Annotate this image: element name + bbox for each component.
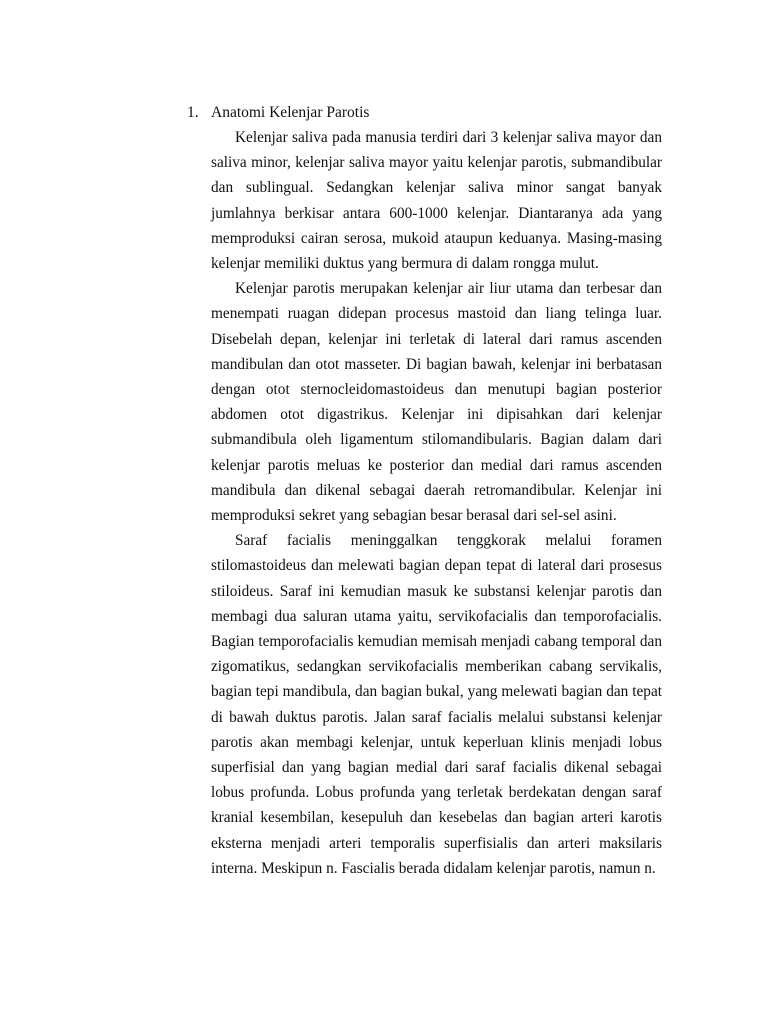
section-title: Anatomi Kelenjar Parotis: [211, 104, 370, 121]
paragraph-facial-nerve: Saraf facialis meninggalkan tenggkorak melalui foramen stilomastoideus dan melewati bagian depan tepat di lateral dari prosesus stiloideus. Saraf ini kemudian masuk ke substansi kelenjar parotis dan membagi dua saluran utama yaitu, servikofacialis dan temporofacialis. Bagian temporofacialis kemudian memisah menjadi cabang temporal dan zigomatikus, sedangkan servikofacialis memberikan cabang servikalis, bagian tepi mandibula, dan bagian bukal, yang melewati bagian dan tepat di bawah duktus parotis. Jalan saraf facialis melalui substansi kelenjar parotis akan membagi kelenjar, untuk keperluan klinis menjadi lobus superfisial dan yang bagian medial dari saraf facialis dikenal sebagai lobus profunda. Lobus profunda yang terletak berdekatan dengan saraf kranial kesembilan, kesepuluh dan kesebelas dan bagian arteri karotis eksterna menjadi arteri temporalis superfisialis dan arteri maksilaris interna. Meskipun n. Fascialis berada didalam kelenjar parotis, namun n.: [211, 532, 662, 877]
section-heading: [187, 102, 369, 124]
paragraph-salivary-glands: Kelenjar saliva pada manusia terdiri dari 3 kelenjar saliva mayor dan saliva minor, kelenjar saliva mayor yaitu kelenjar parotis, submandibular dan sublingual. Sedangkan kelenjar saliva minor sangat banyak jumlahnya berkisar antara 600-1000 kelenjar. Diantaranya ada yang memproduksi cairan serosa, mukoid ataupun keduanya. Masing-masing kelenjar memiliki duktus yang bermura di dalam rongga mulut.: [211, 129, 662, 273]
body-text: [211, 125, 662, 881]
paragraph-parotid-gland: Kelenjar parotis merupakan kelenjar air liur utama dan terbesar dan menempati ruagan didepan procesus mastoid dan liang telinga luar. Disebelah depan, kelenjar ini terletak di lateral dari ramus ascenden mandibulan dan otot masseter. Di bagian bawah, kelenjar ini berbatasan dengan otot sternocleidomastoideus dan menutupi bagian posterior abdomen otot digastrikus. Kelenjar ini dipisahkan dari kelenjar submandibula oleh ligamentum stilomandibularis. Bagian dalam dari kelenjar parotis meluas ke posterior dan medial dari ramus ascenden mandibula dan dikenal sebagai daerah retromandibular. Kelenjar ini memproduksi sekret yang sebagian besar berasal dari sel-sel asini.: [211, 280, 662, 525]
section-number: 1.: [187, 104, 199, 121]
